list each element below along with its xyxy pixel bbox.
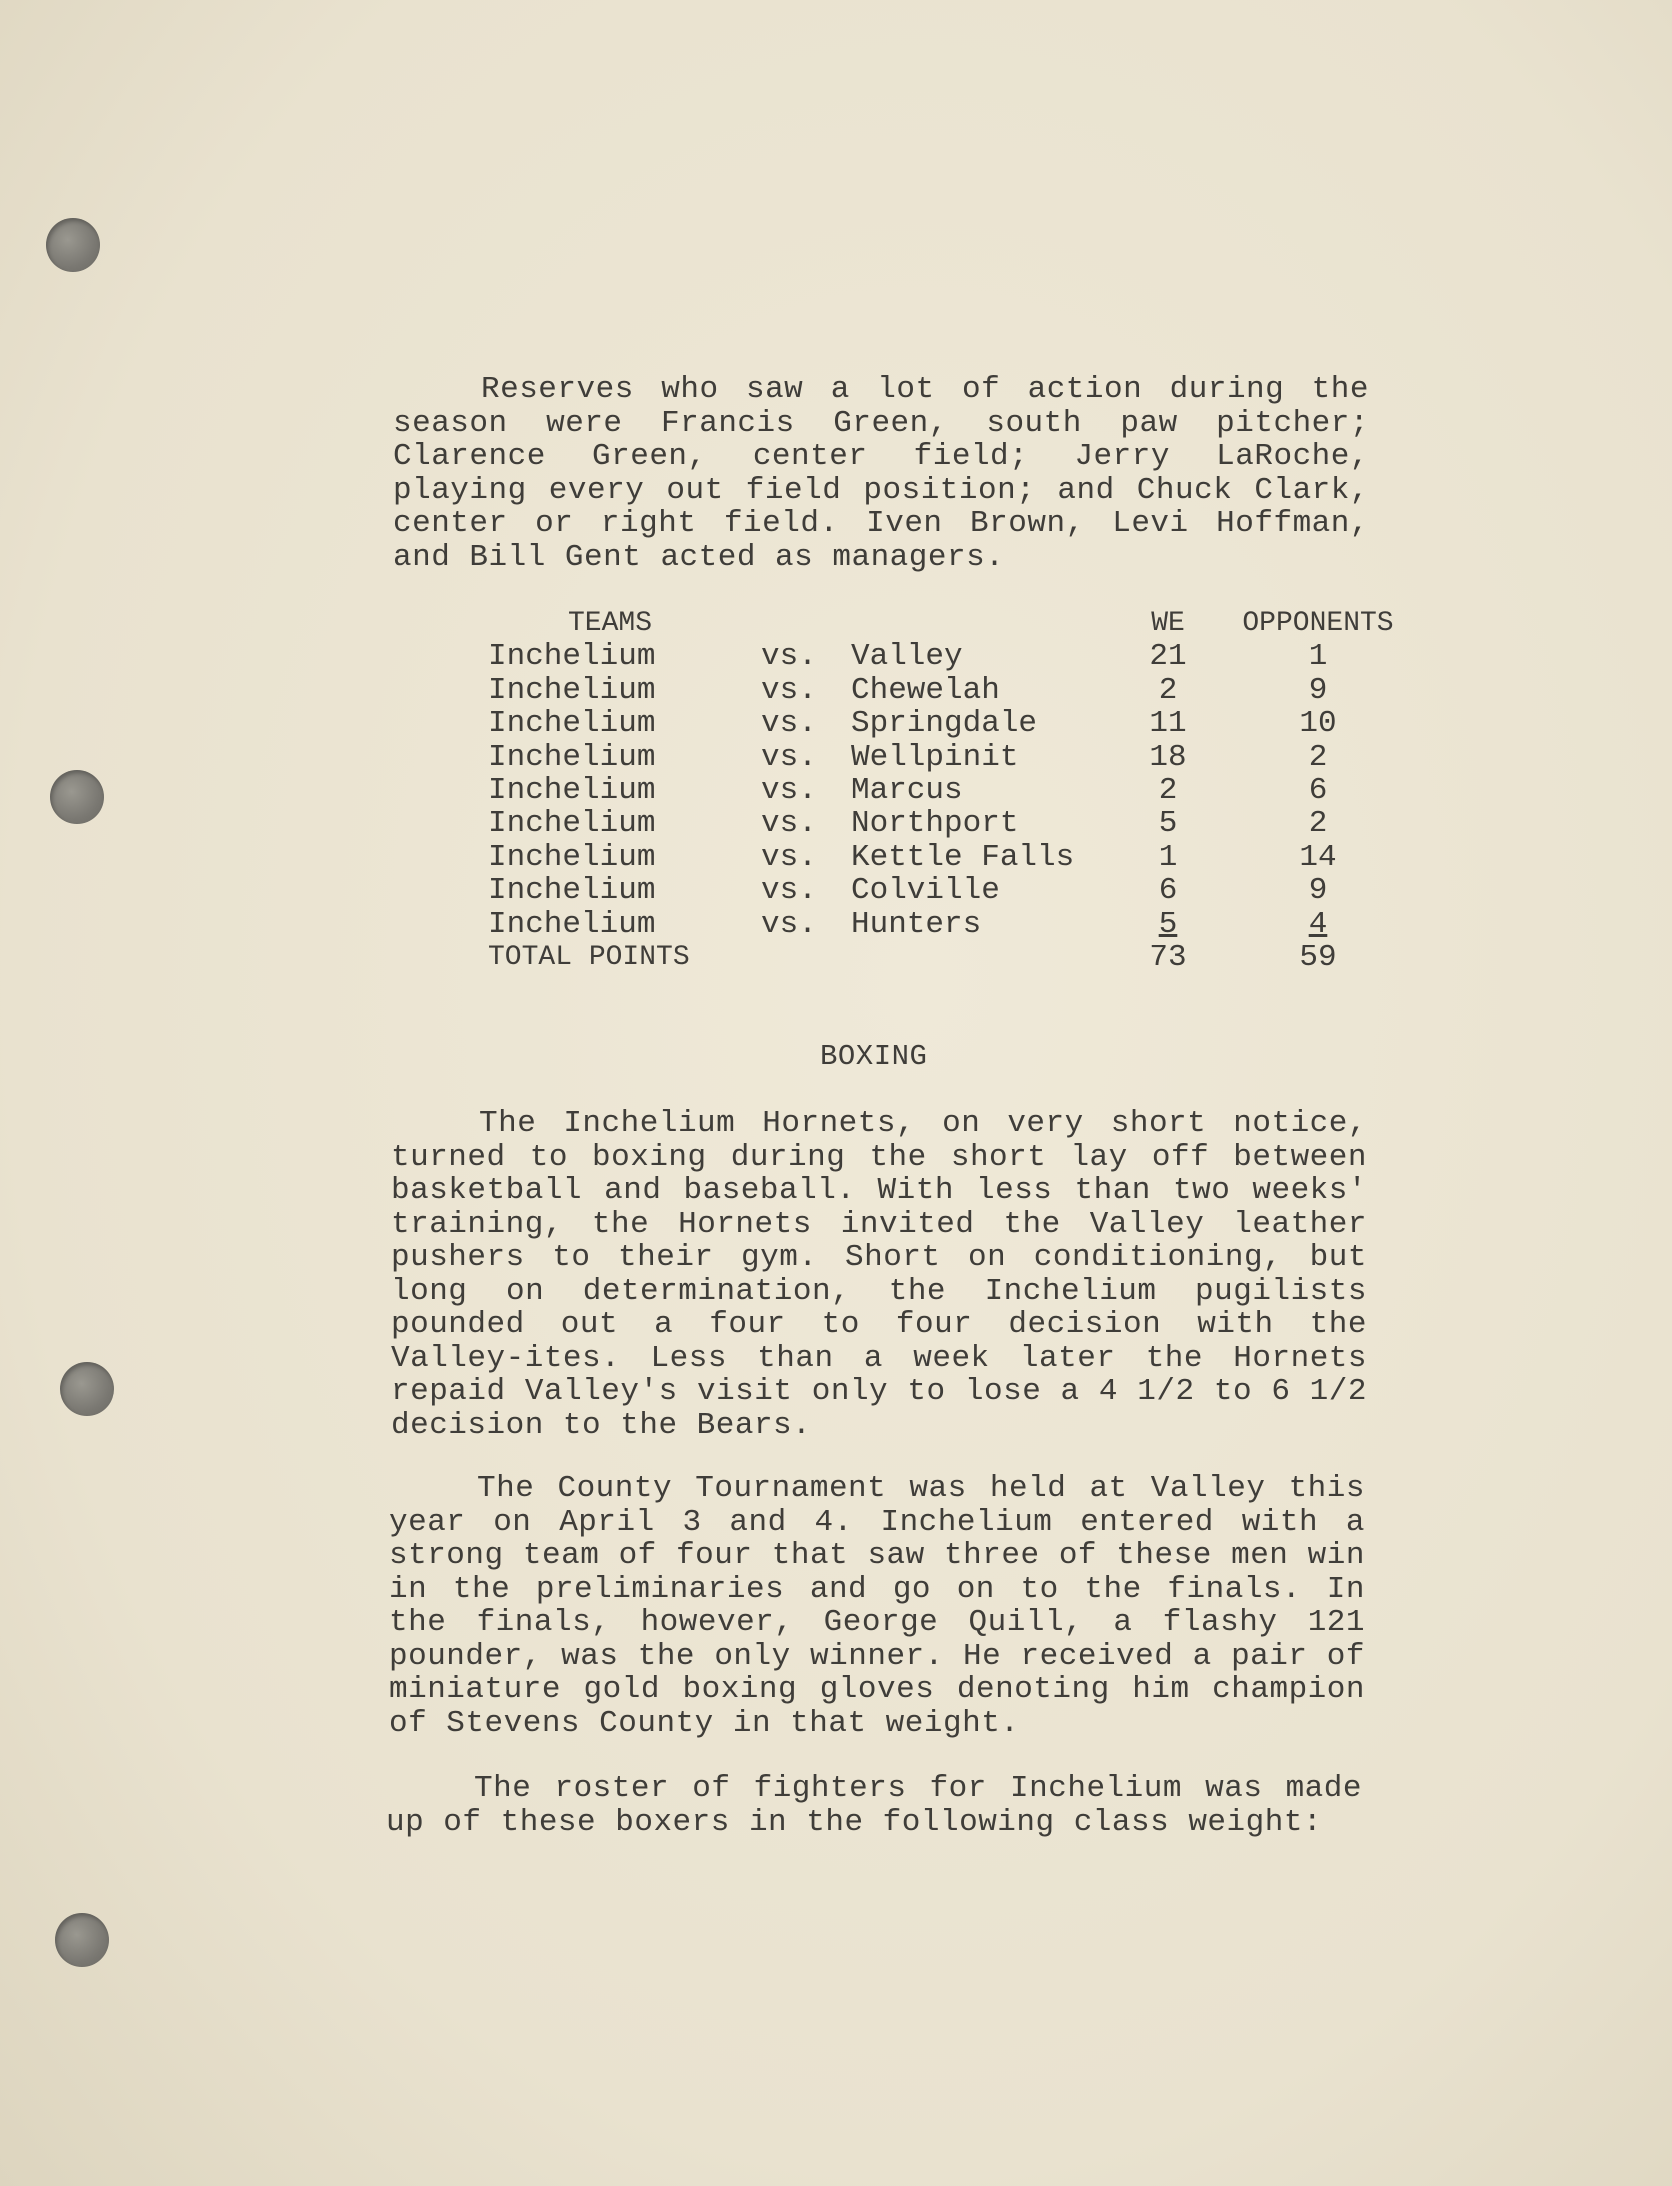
boxing-paragraph-text: The Inchelium Hornets, on very short notice, turned to boxing during the short lay off between basketball and baseball. With less than two weeks' training, the Hornets invited the Valley leather pushers to their gym. Short on conditioning, but long on determination, the Inchelium pugilists pounded out a four to four decision with the Valley-ites. Less than a week later the Hornets repaid Valley's visit only to lose a 4 1/2 to 6 1/2 decision to the Bears. [391,1106,1367,1443]
row-opponent: Northport [851,806,1019,842]
row-opponent: Springdale [851,706,1038,742]
row-opponent: Wellpinit [851,739,1019,775]
row-we-score: 11 [1149,706,1187,742]
row-vs: vs. [761,672,817,708]
row-team: Inchelium [488,906,656,942]
binder-hole [55,1913,109,1967]
tournament-paragraph-text: The County Tournament was held at Valley this year on April 3 and 4. Inchelium entered with a strong team of four that saw three of these men win in the preliminaries and go on to the finals. In the finals, however, George Quill, a flashy 121 pounder, was the only winner. He received a pair of miniature gold boxing gloves denoting him champion of Stevens County in that weight. [389,1471,1365,1741]
total-we-score: 73 [1149,940,1187,976]
season-scores-table [488,607,1423,974]
row-vs: vs. [761,839,817,875]
row-opponent-score: 14 [1299,839,1337,875]
reserves-paragraph-block [393,373,1369,574]
binder-hole [50,770,104,824]
row-vs: vs. [761,906,817,942]
header-we: WE [1151,608,1185,639]
row-opponent-score: 6 [1308,773,1328,809]
row-team: Inchelium [488,739,656,775]
table-total-row [488,941,1423,974]
binder-hole [60,1362,114,1416]
row-we-score: 5 [1158,906,1178,942]
row-vs: vs. [761,873,817,909]
binder-hole [46,218,100,272]
total-label: TOTAL POINTS [488,942,690,974]
reserves-paragraph-text: Reserves who saw a lot of action during the season were Francis Green, south paw pitcher; Clarence Green, center field; Jerry LaRoche, playing every out field position; and Chuck Clark, center or right field. Iven Brown, Levi Hoffman, and Bill Gent acted as managers. [393,372,1369,575]
row-opponent: Marcus [851,773,963,809]
row-vs: vs. [761,773,817,809]
row-opponent: Valley [851,639,963,675]
total-opponent-score: 59 [1299,940,1337,976]
row-we-score: 21 [1149,639,1187,675]
row-we-score: 5 [1158,806,1178,842]
table-row [488,774,1423,807]
boxing-heading: BOXING [820,1040,928,1073]
row-we-score: 1 [1158,839,1178,875]
row-vs: vs. [761,706,817,742]
row-opponent: Colville [851,873,1000,909]
row-opponent-score: 2 [1308,739,1328,775]
boxing-paragraph-block [391,1107,1367,1442]
table-row [488,741,1423,774]
row-team: Inchelium [488,639,656,675]
row-we-score: 6 [1158,873,1178,909]
roster-paragraph [386,1772,1362,1839]
row-team: Inchelium [488,806,656,842]
row-we-score: 2 [1158,672,1178,708]
row-team: Inchelium [488,672,656,708]
tournament-paragraph-block [389,1472,1365,1740]
row-team: Inchelium [488,839,656,875]
reserves-paragraph [393,373,1369,574]
row-opponent-score: 2 [1308,806,1328,842]
row-opponent: Hunters [851,906,982,942]
row-opponent-score: 1 [1308,639,1328,675]
table-row [488,908,1423,941]
header-opponents: OPPONENTS [1242,608,1394,639]
boxing-paragraph [391,1107,1367,1442]
table-row [488,707,1423,740]
row-opponent-score: 10 [1299,706,1337,742]
row-we-score: 2 [1158,773,1178,809]
roster-paragraph-text: The roster of fighters for Inchelium was made up of these boxers in the following class weight: [386,1771,1362,1840]
tournament-paragraph [389,1472,1365,1740]
table-row [488,640,1423,673]
row-opponent-score: 9 [1308,873,1328,909]
row-vs: vs. [761,806,817,842]
row-we-score: 18 [1149,739,1187,775]
header-teams: TEAMS [568,608,653,639]
table-row [488,841,1423,874]
row-opponent-score: 9 [1308,672,1328,708]
table-row [488,674,1423,707]
row-vs: vs. [761,739,817,775]
table-row [488,807,1423,840]
row-vs: vs. [761,639,817,675]
row-opponent-score: 4 [1308,906,1328,942]
row-team: Inchelium [488,773,656,809]
row-opponent: Chewelah [851,672,1000,708]
row-team: Inchelium [488,706,656,742]
row-opponent: Kettle Falls [851,839,1075,875]
table-header-row [488,607,1423,640]
roster-paragraph-block [386,1772,1362,1839]
row-team: Inchelium [488,873,656,909]
table-row [488,874,1423,907]
